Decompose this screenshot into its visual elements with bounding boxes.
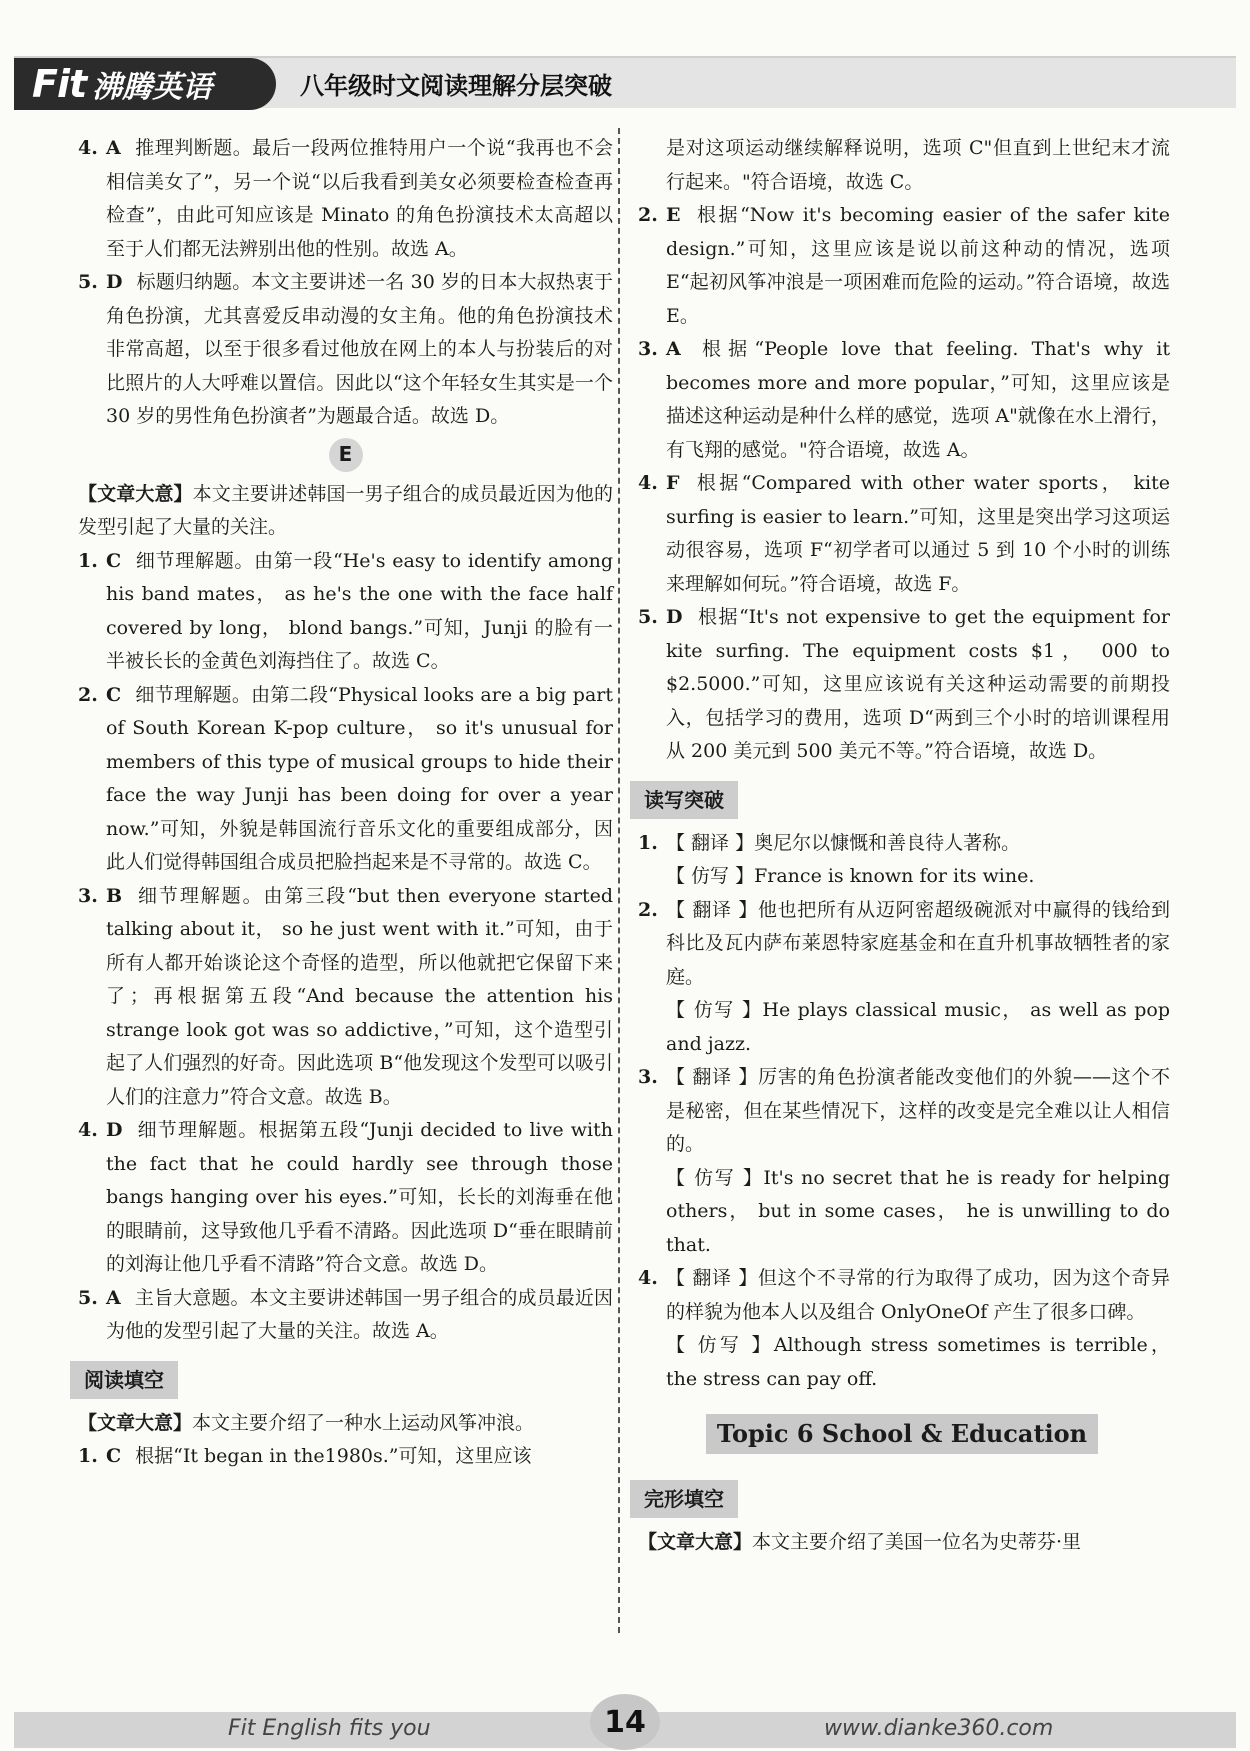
answer-letter: D — [666, 606, 683, 628]
answer-letter: A — [106, 1286, 121, 1309]
answer-e2 — [78, 679, 613, 880]
translate-tag: 【 翻译 】 — [666, 1066, 759, 1088]
column-divider — [618, 128, 620, 1633]
item-number: 4. — [638, 1267, 658, 1289]
book-title: 八年级时文阅读理解分层突破 — [300, 72, 612, 100]
answer-letter: D — [106, 1119, 123, 1141]
rw-item-2 — [638, 894, 1170, 995]
answer-f5 — [638, 601, 1170, 769]
section-reading-writing-label: 读写突破 — [630, 781, 738, 819]
item-number: 3. — [78, 884, 98, 907]
rw-item-3 — [638, 1061, 1170, 1162]
answer-explanation: 主旨大意题。本文主要讲述韩国一男子组合的成员最近因为他的发型引起了大量的关注。故选 A。 — [106, 1286, 613, 1342]
page-header — [14, 56, 1236, 108]
item-number: 1. — [78, 549, 98, 572]
item-number: 2. — [638, 898, 658, 921]
summary-tag: 【文章大意】 — [78, 1411, 193, 1434]
translation-text: 但这个不寻常的行为取得了成功，因为这个奇异的样貌为他本人以及组合 OnlyOneOf 产生了很多口碑。 — [666, 1267, 1170, 1323]
answer-f2 — [638, 199, 1170, 333]
translate-tag: 【 翻译 】 — [666, 831, 755, 854]
imitation-text: Although stress sometimes is terrible， the stress can pay off. — [666, 1334, 1170, 1390]
section-cloze-label: 完形填空 — [630, 1480, 738, 1518]
answer-e5 — [78, 1282, 613, 1349]
item-number: 2. — [638, 204, 658, 226]
imitate-tag: 【 仿写 】 — [666, 1166, 764, 1189]
imitation-text: He plays classical music， as well as pop and jazz. — [666, 999, 1170, 1055]
answer-explanation: 推理判断题。最后一段两位推特用户一个说“我再也不会相信美女了”，另一个说“以后我看到美女必须要检查检查再检查”，由此可知应该是 Minato 的角色扮演技术太高超以至于人们都无法辨别出他的性别。故选 A。 — [106, 137, 613, 260]
translate-tag: 【 翻译 】 — [666, 898, 758, 921]
answer-letter: D — [106, 271, 123, 293]
answer-f1-continued: 是对这项运动继续解释说明，选项 C"但直到上世纪末才流行起来。"符合语境，故选 C。 — [666, 137, 1170, 193]
item-number: 1. — [638, 831, 658, 854]
answer-f3 — [638, 333, 1170, 467]
item-number: 1. — [78, 1445, 98, 1467]
imitation-text: France is known for its wine. — [754, 865, 1035, 887]
summary-text: 本文主要讲述韩国一男子组合的成员最近因为他的发型引起了大量的关注。 — [78, 482, 613, 538]
translation-text: 厉害的角色扮演者能改变他们的外貌——这个不是秘密，但在某些情况下，这样的改变是完全难以让人相信的。 — [666, 1066, 1170, 1155]
section-e-summary — [78, 478, 613, 545]
topic-banner: Topic 6 School & Education — [706, 1414, 1098, 1454]
answer-d4 — [78, 132, 613, 266]
answer-e1 — [78, 545, 613, 679]
footer-website: www.dianke360.com — [824, 1716, 1054, 1741]
answer-explanation: 细节理解题。由第一段“He's easy to identify among his band mates， as he's the one with the face half covered by long， blond bangs.”可知，Junji 的脸有一半被长长的金黄色刘海挡住了。故选 C。 — [106, 549, 613, 672]
cloze-summary — [638, 1526, 1170, 1560]
item-number: 3. — [638, 1066, 658, 1088]
item-number: 3. — [638, 338, 658, 360]
reading-fill-summary — [78, 1407, 613, 1441]
section-e-marker: E — [329, 438, 363, 472]
imitate-tag: 【 仿写 】 — [666, 1334, 774, 1356]
item-number: 5. — [78, 1286, 98, 1309]
translation-text: 奥尼尔以慷慨和善良待人著称。 — [754, 831, 1021, 854]
item-number: 4. — [78, 137, 98, 159]
answer-d5 — [78, 266, 613, 434]
footer-slogan: Fit English fits you — [228, 1716, 431, 1741]
summary-tag: 【文章大意】 — [78, 482, 193, 505]
answer-letter: C — [106, 1445, 122, 1467]
imitate-tag: 【 仿写 】 — [666, 865, 755, 887]
summary-text: 本文主要介绍了一种水上运动风筝冲浪。 — [192, 1411, 535, 1434]
right-column — [638, 132, 1170, 1560]
imitation-text: It's no secret that he is ready for helping others， but in some cases， he is unwilling to do that. — [666, 1166, 1170, 1256]
rw-item-1-imitate — [638, 860, 1170, 894]
rw-item-3-imitate — [638, 1162, 1170, 1263]
summary-tag: 【文章大意】 — [638, 1531, 753, 1553]
imitate-tag: 【 仿写 】 — [666, 999, 763, 1021]
left-column — [78, 132, 613, 1474]
answer-explanation: 细节理解题。由第二段“Physical looks are a big part of South Korean K-pop culture， so it's unusual for members of this type of musical groups to hide their face the way Junji has been doing for over a year now.”可知，外貌是韩国流行音乐文化的重要组成部分，因此人们觉得韩国组合成员把脸挡起来是不寻常的。故选 C。 — [106, 683, 613, 873]
answer-f1 — [78, 1440, 613, 1474]
rw-item-4 — [638, 1262, 1170, 1329]
translate-tag: 【 翻译 】 — [666, 1267, 758, 1289]
answer-letter: C — [106, 549, 122, 572]
rw-item-1 — [638, 827, 1170, 861]
item-number: 5. — [78, 271, 98, 293]
page-number: 14 — [590, 1694, 660, 1750]
answer-explanation: 根据“People love that feeling. That's why it becomes more and more popular，”可知，这里应该是描述这种运动是种什么样的感觉，选项 A"就像在水上滑行，有飞翔的感觉。"符合语境，故选 A。 — [666, 338, 1170, 461]
answer-explanation: 根据“It's not expensive to get the equipment for kite surfing. The equipment costs $1， 000 to $2.5000.”可知，这里应该说有关这种运动需要的前期投入，包括学习的费用，选项 D“两到三个小时的培训课程用从 200 美元到 500 美元不等。”符合语境，故选 D。 — [666, 606, 1170, 762]
logo-cn-text: 沸腾英语 — [92, 70, 213, 105]
item-number: 4. — [638, 472, 658, 494]
brand-logo — [14, 58, 276, 110]
answer-letter: A — [666, 338, 681, 360]
rw-item-2-imitate — [638, 994, 1170, 1061]
answer-e4 — [78, 1114, 613, 1282]
answer-letter: F — [666, 472, 680, 494]
answer-e3 — [78, 880, 613, 1115]
rw-item-4-imitate — [638, 1329, 1170, 1396]
answer-letter: E — [666, 204, 681, 226]
answer-explanation: 根据“Compared with other water sports， kite surfing is easier to learn.”可知，这里是突出学习这项运动很容易，选项 F“初学者可以通过 5 到 10 个小时的训练来理解如何玩。”符合语境，故选 F。 — [666, 472, 1170, 595]
item-number: 2. — [78, 683, 98, 706]
answer-explanation: 细节理解题。根据第五段“Junji decided to live with the fact that he could hardly see through those bangs hanging over his eyes.”可知，长长的刘海垂在他的眼睛前，这导致他几乎看不清路。因此选项 D“垂在眼睛前的刘海让他几乎看不清路”符合文意。故选 D。 — [106, 1119, 613, 1275]
item-number: 4. — [78, 1119, 98, 1141]
logo-fit-text: Fit — [32, 62, 87, 106]
answer-explanation: 根据“It began in the1980s.”可知，这里应该 — [135, 1445, 532, 1467]
answer-explanation: 细节理解题。由第三段“but then everyone started talking about it， so he just went with it.”可知，由于所有人都开始谈论这个奇怪的造型，所以他就把它保留下来了；再根据第五段“And because the attention his strange look got was so addictive，”可知，这个造型引起了人们强烈的好奇。因此选项 B“他发现这个发型可以吸引人们的注意力”符合文意。故选 B。 — [106, 884, 613, 1108]
answer-explanation: 标题归纳题。本文主要讲述一名 30 岁的日本大叔热衷于角色扮演，尤其喜爱反串动漫的女主角。他的角色扮演技术非常高超，以至于很多看过他放在网上的本人与扮装后的对比照片的人大呼难以置信。因此以“这个年轻女生其实是一个 30 岁的男性角色扮演者”为题最合适。故选 D。 — [106, 271, 613, 427]
section-reading-fill-label: 阅读填空 — [70, 1361, 178, 1399]
item-number: 5. — [638, 606, 658, 628]
answer-explanation: 根据“Now it's becoming easier of the safer kite design.”可知，这里应该是说以前这种动的情况，选项 E“起初风筝冲浪是一项困难而危险的运动。”符合语境，故选 E。 — [666, 204, 1170, 327]
answer-f4 — [638, 467, 1170, 601]
translation-text: 他也把所有从迈阿密超级碗派对中赢得的钱给到科比及瓦内萨布莱恩特家庭基金和在直升机事故牺牲者的家庭。 — [666, 898, 1170, 988]
answer-letter: A — [106, 137, 121, 159]
answer-letter: C — [106, 683, 122, 706]
answer-letter: B — [106, 884, 123, 907]
summary-text: 本文主要介绍了美国一位名为史蒂芬·里 — [752, 1531, 1082, 1553]
